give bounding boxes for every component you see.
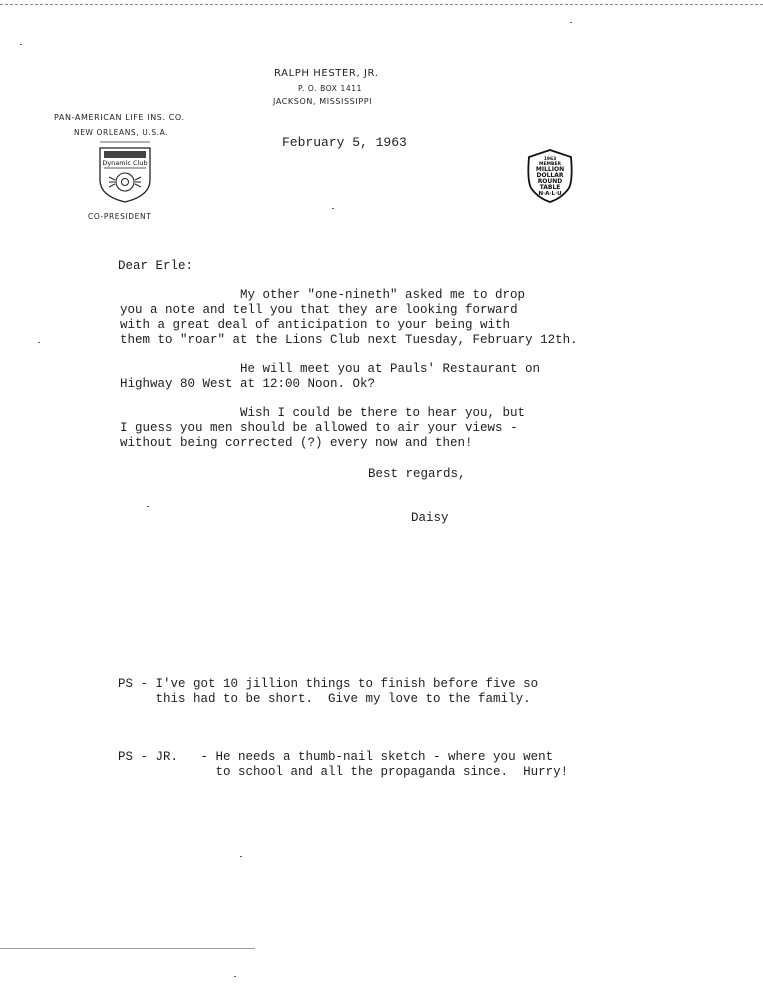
- signer-title: CO-PRESIDENT: [88, 212, 152, 221]
- paragraph-1-line-4: them to "roar" at the Lions Club next Tuesday, February 12th.: [120, 333, 578, 347]
- scan-speck: [240, 856, 242, 857]
- postscript-2-line-1: PS - JR. - He needs a thumb-nail sketch - where you went: [118, 750, 554, 764]
- mdrt-line-6: N·A·L·U: [538, 191, 562, 197]
- paragraph-3-line-3: without being corrected (?) every now and then!: [120, 436, 473, 450]
- scan-speck: [38, 342, 40, 343]
- paragraph-1-line-3: with a great deal of anticipation to your being with: [120, 318, 511, 332]
- company-name: PAN-AMERICAN LIFE INS. CO.: [54, 113, 185, 122]
- top-scan-edge: [0, 4, 763, 5]
- mdrt-line-0: 1963: [543, 157, 557, 162]
- paragraph-1-line-1: My other "one-nineth" asked me to drop: [240, 288, 526, 302]
- bottom-scan-edge: [0, 948, 255, 949]
- mdrt-line-2: MILLION: [535, 166, 565, 173]
- signature: Daisy: [411, 511, 449, 525]
- club-seal-icon: [96, 140, 154, 204]
- mdrt-line-5: TABLE: [539, 184, 561, 191]
- scan-speck: [147, 506, 149, 507]
- sender-name: RALPH HESTER, JR.: [274, 68, 379, 79]
- scan-speck: [570, 22, 572, 23]
- scan-speck: [234, 976, 236, 977]
- salutation: Dear Erle:: [118, 259, 194, 273]
- letter-date: February 5, 1963: [282, 135, 407, 150]
- company-city: NEW ORLEANS, U.S.A.: [74, 128, 169, 137]
- paragraph-2-line-2: Highway 80 West at 12:00 Noon. Ok?: [120, 377, 376, 391]
- scan-speck: [332, 208, 334, 209]
- postscript-1-line-2: this had to be short. Give my love to the family.: [118, 692, 531, 706]
- mdrt-line-4: ROUND: [537, 178, 563, 185]
- sender-city: JACKSON, MISSISSIPPI: [273, 97, 373, 106]
- sender-box: P. O. BOX 1411: [298, 84, 362, 93]
- scan-speck: [20, 44, 22, 45]
- paragraph-3-line-1: Wish I could be there to hear you, but: [240, 406, 526, 420]
- paragraph-3-line-2: I guess you men should be allowed to air your views -: [120, 421, 518, 435]
- postscript-2-line-2: to school and all the propaganda since. Hurry!: [118, 765, 569, 779]
- club-seal-label: Dynamic Club: [102, 159, 148, 167]
- postscript-1-line-1: PS - I've got 10 jillion things to finish before five so: [118, 677, 539, 691]
- paragraph-1-line-2: you a note and tell you that they are looking forward: [120, 303, 518, 317]
- mdrt-line-1: MEMBER: [539, 162, 561, 167]
- paragraph-2-line-1: He will meet you at Pauls' Restaurant on: [240, 362, 541, 376]
- mdrt-seal-icon: [524, 148, 576, 204]
- closing: Best regards,: [368, 467, 466, 481]
- mdrt-line-3: DOLLAR: [536, 172, 564, 179]
